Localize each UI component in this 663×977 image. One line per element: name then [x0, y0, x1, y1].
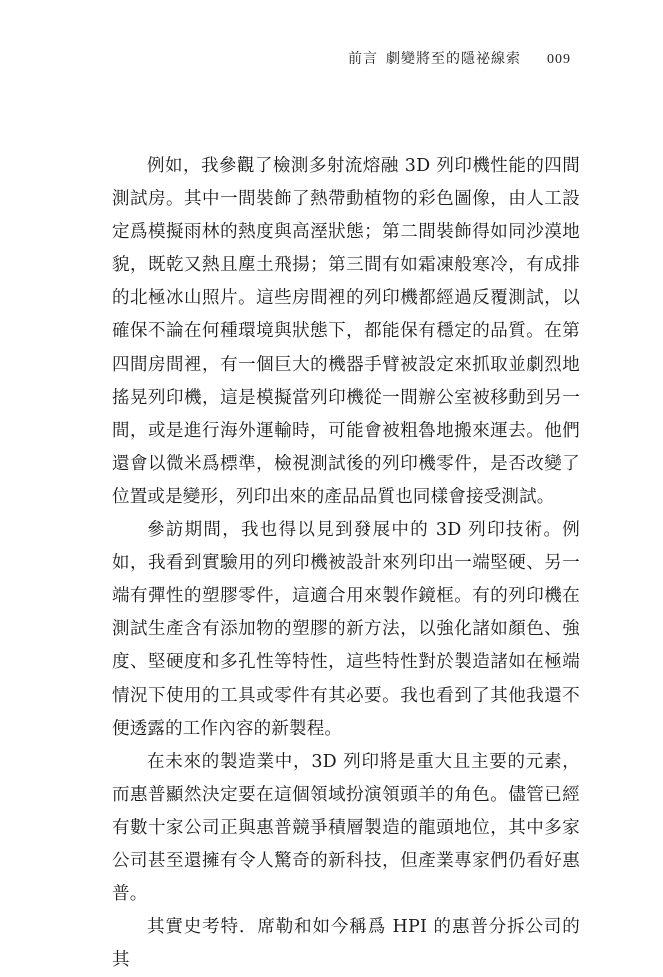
- running-header: [348, 48, 571, 68]
- paragraph: 例如，我參觀了檢測多射流熔融 3D 列印機性能的四間測試房。其中一間裝飾了熱帶動植物的彩色圖像，由人工設定爲模擬雨林的熱度與高溼狀態；第二間裝飾得如同沙漠地貌，既乾又熱且塵土飛揚；第三間有如霜凍般寒冷，有成排的北極冰山照片。這些房間裡的列印機都經過反覆測試，以確保不論在何種環境與狀態下，都能保有穩定的品質。在第四間房間裡，有一個巨大的機器手臂被設定來抓取並劇烈地搖晃列印機，這是模擬當列印機從一間辦公室被移動到另一間，或是進行海外運輸時，可能會被粗魯地搬來運去。他們還會以微米爲標準，檢視測試後的列印機零件，是否改變了位置或是變形，列印出來的產品品質也同樣會接受測試。: [112, 156, 580, 507]
- page-number: 009: [547, 52, 571, 67]
- paragraph: 在未來的製造業中，3D 列印將是重大且主要的元素，而惠普顯然決定要在這個領域扮演領頭羊的角色。儘管已經有數十家公司正與惠普競爭積層製造的龍頭地位，其中多家公司甚至還擁有令人驚奇的新科技，但產業專家們仍看好惠普。: [112, 751, 580, 905]
- paragraph: 參訪期間，我也得以見到發展中的 3D 列印技術。例如，我看到實驗用的列印機被設計來列印出一端堅硬、另一端有彈性的塑膠零件，這適合用來製作鏡框。有的列印機在測試生產含有添加物的塑膠的新方法，以強化諸如顏色、強度、堅硬度和多孔性等特性，這些特性對於製造諸如在極端情況下使用的工具或零件有其必要。我也看到了其他我還不便透露的工作內容的新製程。: [112, 520, 580, 739]
- header-title: 劇變將至的隱祕線索: [386, 51, 521, 67]
- body-text: [112, 150, 580, 977]
- header-chapter: 前言: [348, 51, 378, 67]
- paragraph: 其實史考特．席勒和如今稱爲 HPI 的惠普分拆公司的其: [112, 917, 580, 971]
